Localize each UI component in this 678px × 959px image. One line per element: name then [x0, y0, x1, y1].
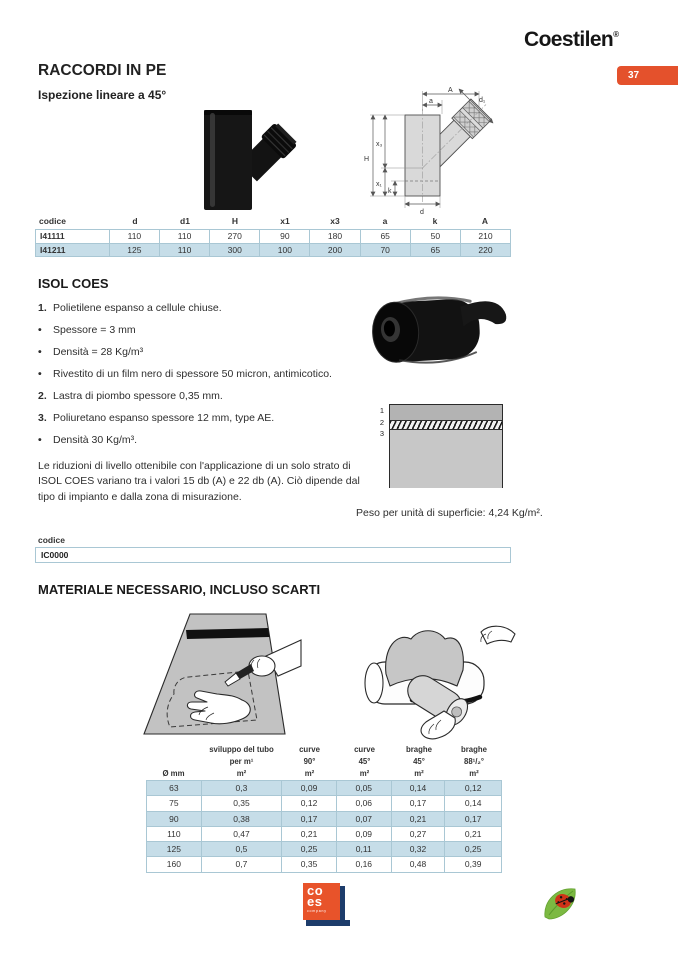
dim-label-x3: x₃: [376, 141, 383, 148]
col-diameter: Ø mm: [162, 769, 185, 778]
layer-polyethylene: [390, 405, 502, 421]
col-header-x3: x3: [330, 216, 340, 226]
dimensions-table: [35, 216, 511, 257]
technical-drawing: [362, 86, 662, 220]
layer-label-2: 2: [379, 418, 384, 427]
product-photo-fitting: [172, 106, 300, 214]
table-row: 125 0,5 0,25 0,11 0,32 0,25: [147, 841, 501, 856]
layer-diagram: [374, 402, 506, 492]
dim-label-k: k: [388, 188, 392, 195]
col-header-d: d: [132, 216, 138, 226]
table-row: 63 0,3 0,09 0,05 0,14 0,12: [147, 781, 501, 795]
col-braghe45: braghe 45° m²: [406, 745, 432, 778]
brand-name: Coestilen: [524, 28, 614, 51]
layer-lead-hatched: [390, 421, 502, 430]
table-row: 110 0,47 0,21 0,09 0,27 0,21: [147, 826, 501, 841]
dim-label-d1: d₁: [479, 97, 486, 104]
col-curve45: curve 45° m²: [354, 745, 375, 778]
col-header-A: A: [481, 216, 489, 226]
col-header-k: k: [432, 216, 438, 226]
coes-logo-accent-side: [340, 886, 345, 920]
table-row: 75 0,35 0,12 0,06 0,17 0,14: [147, 795, 501, 810]
weight-note: Peso per unità di superficie: 4,24 Kg/m².: [356, 507, 543, 519]
ladybug-leaf-icon: [541, 883, 579, 923]
dim-label-x1: x₁: [376, 181, 382, 188]
table-row: 90 0,38 0,17 0,07 0,21 0,17: [147, 811, 501, 826]
coes-logo-accent-bottom: [306, 920, 350, 926]
section-title-materiale: MATERIALE NECESSARIO, INCLUSO SCARTI: [38, 582, 321, 597]
list-item: • Rivestito di un film nero di spessore 50 micron, antimicotico.: [38, 367, 332, 380]
dim-label-d: d: [420, 209, 424, 216]
col-header-H: H: [231, 216, 239, 226]
layer-box: [389, 404, 503, 488]
material-table: [146, 744, 502, 873]
col-header-d1: d1: [180, 216, 190, 226]
col-header-x1: x1: [280, 216, 290, 226]
coes-logo: [303, 883, 351, 928]
isol-coes-section: [38, 276, 364, 505]
isol-paragraph: Le riduzioni di livello ottenibile con l'applicazione di un solo strato di ISOL COES variano tra i valori 15 db (A) e 22 db (A). Ciò dipende dal tipo di impianto e dalla zona di misurazione.: [38, 460, 360, 503]
table-row: I41211 125 110 300 100 200 70 65 220: [36, 243, 510, 257]
list-item: • Densità = 28 Kg/m³: [38, 345, 144, 358]
title-block: [38, 62, 166, 102]
codice-table: [35, 535, 511, 563]
dim-label-A: A: [448, 87, 453, 94]
col-header-a: a: [382, 216, 388, 226]
col-sviluppo: sviluppo del tubo per m¹ m²: [209, 745, 274, 778]
list-item: • Spessore = 3 mm: [38, 323, 136, 336]
codice-value: IC0000: [35, 547, 511, 563]
table-row: 160 0,7 0,35 0,16 0,48 0,39: [147, 856, 501, 871]
table-row: I41111 110 110 270 90 180 65 50 210: [36, 230, 510, 243]
codice-header: codice: [38, 535, 65, 545]
dimensions-table-header: [35, 216, 511, 229]
list-item: 2. Lastra di piombo spessore 0,35 mm.: [38, 389, 223, 402]
dim-label-a: a: [429, 98, 433, 105]
col-braghe88: braghe 88¹/₂° m²: [461, 745, 487, 778]
page-subtitle: Ispezione lineare a 45°: [38, 88, 167, 102]
layer-polyurethane: [390, 430, 502, 488]
coes-logo-square: co es company: [303, 883, 340, 920]
dim-label-H: H: [364, 156, 370, 163]
layer-label-1: 1: [379, 406, 384, 415]
section-title-isol: ISOL COES: [38, 276, 109, 291]
page-number-badge: 37: [617, 66, 678, 85]
illustration-cutting: [138, 604, 303, 746]
layer-label-3: 3: [379, 429, 384, 438]
product-photo-isolcoes: [364, 288, 512, 388]
material-table-header: [146, 744, 502, 780]
registered-mark: ®: [613, 30, 620, 39]
list-item: 1. Polietilene espanso a cellule chiuse.: [38, 302, 222, 314]
list-item: • Densità 30 Kg/m³.: [38, 433, 138, 446]
col-curve90: curve 90° m²: [299, 745, 320, 778]
page-title: RACCORDI IN PE: [38, 62, 167, 79]
illustration-wrapping: [352, 612, 517, 742]
list-item: 3. Poliuretano espanso spessore 12 mm, type AE.: [38, 411, 275, 424]
col-header-codice: codice: [39, 216, 66, 226]
brand-logo: [524, 28, 619, 52]
